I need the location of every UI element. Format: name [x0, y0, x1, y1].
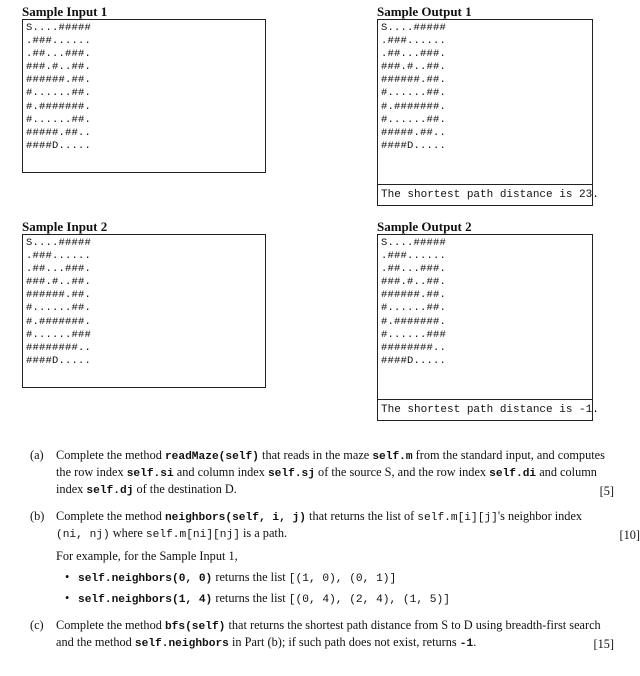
maze-line: #.#######.	[381, 315, 447, 328]
sample-output-2-label: Sample Output 2	[377, 219, 472, 234]
list-item	[78, 570, 614, 587]
text: .	[473, 635, 477, 649]
text: returns the list	[212, 570, 289, 584]
sample-output-1-label: Sample Output 1	[377, 4, 472, 19]
question-list	[30, 448, 640, 662]
text: of the destination D.	[133, 482, 237, 496]
text: Complete the method	[56, 618, 165, 632]
text: 's neighbor index	[497, 509, 583, 523]
code: self.di	[489, 468, 537, 480]
text: from the standard input, and computes the row index	[56, 448, 605, 479]
maze-line: #####.##..	[381, 126, 447, 139]
code: neighbors(self, i, j)	[164, 512, 306, 524]
maze-line: ######.##.	[381, 74, 447, 87]
maze-line: #.#######.	[26, 100, 92, 113]
maze-line: #......##.	[381, 302, 447, 315]
maze-line: S....#####	[381, 22, 447, 34]
maze-line: ######.##.	[381, 289, 447, 302]
list-item	[78, 591, 614, 608]
code: self.si	[126, 468, 174, 480]
result-message: The shortest path distance is 23.	[378, 184, 592, 205]
maze-line: ######.##.	[26, 289, 92, 302]
marks: [15]	[593, 637, 614, 651]
text: in Part (b); if such path does not exist, returns	[228, 635, 460, 649]
sample-input-1-box	[22, 19, 266, 173]
maze-line: .##...###.	[381, 263, 447, 276]
result-message: The shortest path distance is -1.	[378, 399, 592, 420]
code: [(0, 4), (2, 4), (1, 5)]	[288, 594, 450, 606]
code: self.m[ni][nj]	[145, 529, 240, 541]
maze-line: ###.#..##.	[381, 276, 447, 289]
maze-line: #......###	[381, 328, 447, 341]
maze-line: #......##.	[26, 302, 92, 315]
code: self.m[i][j]	[417, 512, 498, 524]
maze-line: .###......	[26, 250, 92, 263]
maze-line: ####D.....	[381, 139, 447, 152]
text: Complete the method	[56, 448, 165, 462]
sample-input-1-label: Sample Input 1	[22, 4, 108, 19]
question-tag: (b)	[30, 509, 45, 523]
code: self.m	[372, 451, 413, 463]
marks: [5]	[599, 484, 614, 498]
text: is a path.	[239, 526, 288, 540]
maze-line: ####D.....	[381, 354, 447, 367]
maze-line: S....#####	[26, 22, 92, 34]
code: self.neighbors(1, 4)	[78, 594, 213, 606]
text: where	[109, 526, 146, 540]
maze-line: .##...###.	[26, 263, 92, 276]
question-tag: (a)	[30, 448, 44, 462]
question-c	[30, 618, 614, 652]
marks: [10]	[619, 528, 640, 542]
sample-input-2-label: Sample Input 2	[22, 219, 108, 234]
maze-line: ########..	[26, 341, 92, 354]
text: that reads in the maze	[258, 448, 373, 462]
text: and column index	[56, 465, 597, 496]
code: -1	[459, 638, 474, 650]
maze-line: ######.##.	[26, 74, 92, 87]
maze-line: #.#######.	[381, 100, 447, 113]
code: self.neighbors(0, 0)	[78, 573, 213, 585]
example-list	[56, 570, 614, 608]
code: [(1, 0), (0, 1)]	[288, 573, 397, 585]
text: that returns the list of	[305, 509, 418, 523]
maze-line: ###.#..##.	[381, 61, 447, 74]
maze-line: #......##.	[381, 87, 447, 100]
maze-line: #####.##..	[26, 126, 92, 139]
code: readMaze(self)	[164, 451, 259, 463]
maze-line: .###......	[26, 35, 92, 48]
maze-line: ########..	[381, 341, 447, 354]
question-b	[30, 509, 640, 608]
maze-line: .##...###.	[381, 48, 447, 61]
maze-line: S....#####	[381, 237, 447, 249]
maze-line: S....#####	[26, 237, 92, 249]
sample-input-2-box	[22, 234, 266, 388]
sample-output-2-box	[377, 234, 599, 421]
maze-line: ####D.....	[26, 139, 92, 152]
text: and column index	[173, 465, 268, 479]
maze-line: ###.#..##.	[26, 61, 92, 74]
text: returns the list	[212, 591, 289, 605]
maze-line: ####D.....	[26, 354, 92, 367]
code: self.dj	[86, 485, 134, 497]
question-tag: (c)	[30, 618, 44, 632]
maze-line: #.#######.	[26, 315, 92, 328]
code: self.neighbors	[134, 638, 229, 650]
question-a	[30, 448, 614, 499]
maze-line: .###......	[381, 250, 447, 263]
code: (ni, nj)	[56, 529, 110, 541]
maze-line: ###.#..##.	[26, 276, 92, 289]
maze-line: .###......	[381, 35, 447, 48]
code: bfs(self)	[164, 621, 226, 633]
text: that returns the shortest path distance from S to D using breadth-first search and the method	[56, 618, 601, 649]
text: of the source S, and the row index	[314, 465, 490, 479]
maze-line: #......###	[26, 328, 92, 341]
maze-line: #......##.	[26, 113, 92, 126]
maze-line: #......##.	[26, 87, 92, 100]
maze-line: .##...###.	[26, 48, 92, 61]
code: self.sj	[267, 468, 315, 480]
example-intro: For example, for the Sample Input 1,	[56, 549, 238, 563]
text: Complete the method	[56, 509, 165, 523]
sample-output-1-box	[377, 19, 599, 206]
maze-line: #......##.	[381, 113, 447, 126]
